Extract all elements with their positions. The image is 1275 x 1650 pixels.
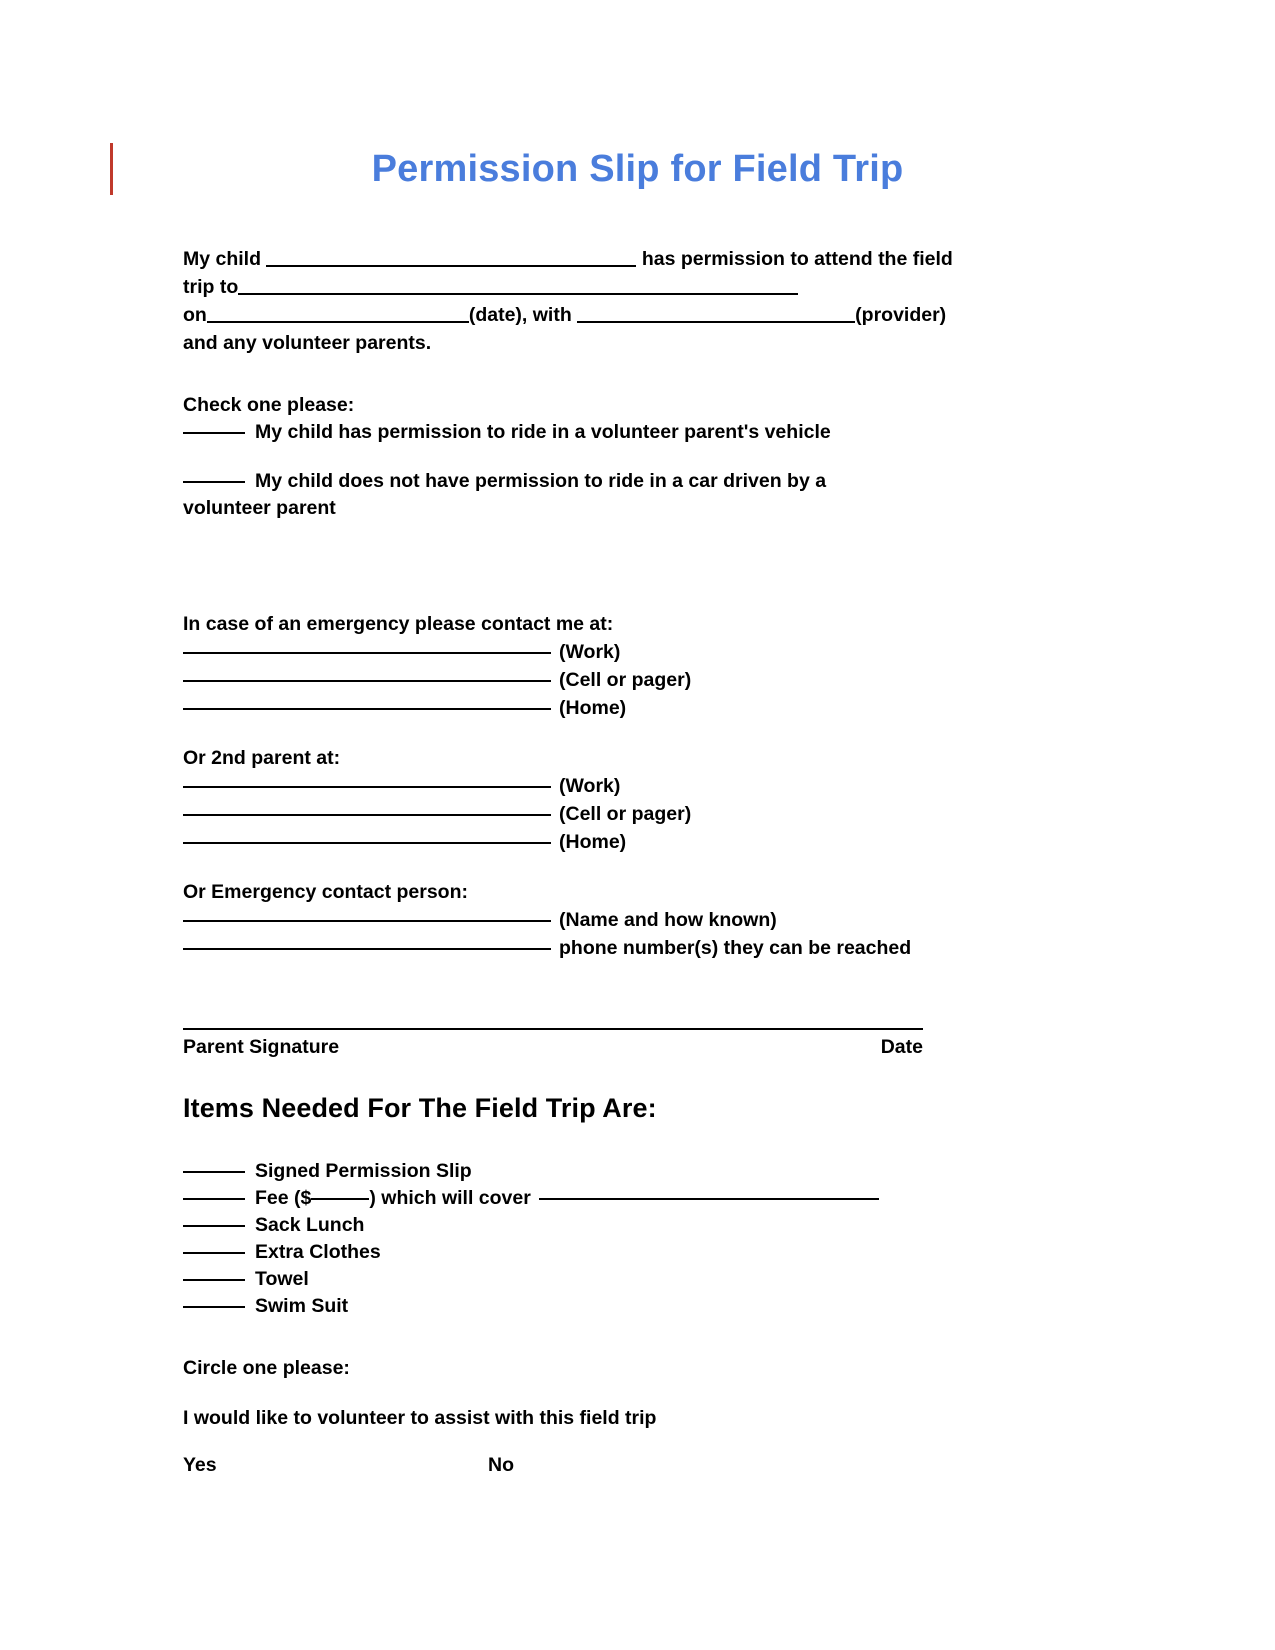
- intro-line-3: [183, 301, 1063, 329]
- item-label-3: Sack Lunch: [255, 1214, 365, 1236]
- item-fee[interactable]: [183, 1185, 1063, 1212]
- item-blank-1[interactable]: [183, 1171, 245, 1173]
- emergency-cell-row[interactable]: [183, 666, 1063, 694]
- circle-one-section: [183, 1354, 1063, 1477]
- signature-blank[interactable]: [183, 1028, 923, 1030]
- emergency-work-row[interactable]: [183, 638, 1063, 666]
- yes-option[interactable]: Yes: [183, 1454, 217, 1476]
- item-label-5: Towel: [255, 1268, 309, 1290]
- emergency-cell-label: (Cell or pager): [559, 669, 692, 691]
- intro-paragraph: [183, 245, 1063, 357]
- signature-date-label: Date: [880, 1036, 923, 1058]
- item-blank-6[interactable]: [183, 1306, 245, 1308]
- second-parent-cell-label: (Cell or pager): [559, 803, 692, 825]
- volunteer-statement: I would like to volunteer to assist with this field trip: [183, 1407, 657, 1429]
- second-parent-work-label: (Work): [559, 775, 621, 797]
- check-option-1-label: My child has permission to ride in a volunteer parent's vehicle: [255, 421, 831, 443]
- emergency-cell-blank[interactable]: [183, 680, 551, 682]
- item-blank-5[interactable]: [183, 1279, 245, 1281]
- second-parent-home-label: (Home): [559, 831, 627, 853]
- item-extra-clothes[interactable]: [183, 1239, 1063, 1266]
- item-fee-prefix: Fee ($: [255, 1187, 312, 1209]
- fee-amount-blank[interactable]: [311, 1198, 369, 1200]
- check-one-section: [183, 391, 1063, 522]
- child-name-blank[interactable]: [266, 265, 636, 267]
- item-blank-2[interactable]: [183, 1198, 245, 1200]
- emergency-work-label: (Work): [559, 641, 621, 663]
- check-option-ride-not-allowed[interactable]: [183, 468, 1063, 495]
- emergency-contact-name-row[interactable]: [183, 906, 1063, 934]
- second-parent-section: [183, 744, 1063, 856]
- trip-to-blank[interactable]: [238, 293, 798, 295]
- item-towel[interactable]: [183, 1266, 1063, 1293]
- check-blank-1[interactable]: [183, 432, 245, 434]
- emergency-contact-phone-label: phone number(s) they can be reached: [559, 937, 912, 959]
- emergency-home-blank[interactable]: [183, 708, 551, 710]
- intro-line-2: [183, 273, 1063, 301]
- emergency-contact-phone-blank[interactable]: [183, 948, 551, 950]
- yes-no-row: [183, 1454, 683, 1477]
- fee-cover-blank[interactable]: [539, 1198, 879, 1200]
- trip-to-label: trip to: [183, 276, 239, 298]
- item-blank-3[interactable]: [183, 1225, 245, 1227]
- emergency-section: [183, 610, 1063, 722]
- second-parent-cell-blank[interactable]: [183, 814, 551, 816]
- emergency-contact-name-label: (Name and how known): [559, 909, 777, 931]
- item-sack-lunch[interactable]: [183, 1212, 1063, 1239]
- second-parent-heading: Or 2nd parent at:: [183, 747, 341, 769]
- items-section: [183, 1093, 1063, 1320]
- parent-signature-label: Parent Signature: [183, 1036, 340, 1058]
- check-option-ride-allowed[interactable]: [183, 419, 1063, 446]
- item-swim-suit[interactable]: [183, 1293, 1063, 1320]
- page-title: Permission Slip for Field Trip: [371, 148, 904, 190]
- provider-blank[interactable]: [577, 321, 855, 323]
- emergency-heading: In case of an emergency please contact me at:: [183, 613, 614, 635]
- circle-one-heading: Circle one please:: [183, 1357, 350, 1379]
- signature-section: [183, 1028, 1063, 1059]
- item-label-4: Extra Clothes: [255, 1241, 381, 1263]
- document-body: [183, 245, 1063, 1477]
- second-parent-work-row[interactable]: [183, 772, 1063, 800]
- emergency-home-label: (Home): [559, 697, 627, 719]
- intro-line-1: [183, 245, 1063, 273]
- emergency-home-row[interactable]: [183, 694, 1063, 722]
- provider-caption: (provider): [855, 304, 947, 326]
- emergency-contact-person-section: [183, 878, 1063, 962]
- check-option-2-wrap: volunteer parent: [183, 497, 336, 519]
- emergency-contact-name-blank[interactable]: [183, 920, 551, 922]
- check-blank-2[interactable]: [183, 481, 245, 483]
- intro-line1-suffix: has permission to attend the field: [641, 248, 953, 270]
- item-signed-permission-slip[interactable]: [183, 1158, 1063, 1185]
- item-label-6: Swim Suit: [255, 1295, 349, 1317]
- date-blank[interactable]: [207, 321, 469, 323]
- date-caption: (date), with: [468, 304, 572, 326]
- emergency-work-blank[interactable]: [183, 652, 551, 654]
- item-label-1: Signed Permission Slip: [255, 1160, 472, 1182]
- item-blank-4[interactable]: [183, 1252, 245, 1254]
- intro-line1-prefix: My child: [183, 248, 262, 270]
- item-fee-suffix: ) which will cover: [369, 1187, 531, 1209]
- second-parent-cell-row[interactable]: [183, 800, 1063, 828]
- emergency-contact-heading: Or Emergency contact person:: [183, 881, 468, 903]
- second-parent-home-row[interactable]: [183, 828, 1063, 856]
- no-option[interactable]: No: [488, 1454, 514, 1476]
- emergency-contact-phone-row[interactable]: [183, 934, 1063, 962]
- second-parent-home-blank[interactable]: [183, 842, 551, 844]
- signature-labels: [183, 1036, 923, 1059]
- check-one-heading: Check one please:: [183, 394, 355, 416]
- second-parent-work-blank[interactable]: [183, 786, 551, 788]
- intro-line-4: and any volunteer parents.: [183, 332, 432, 354]
- check-option-2-label: My child does not have permission to ride in a car driven by a: [255, 470, 827, 492]
- items-heading: Items Needed For The Field Trip Are:: [183, 1093, 657, 1123]
- on-label: on: [183, 304, 207, 326]
